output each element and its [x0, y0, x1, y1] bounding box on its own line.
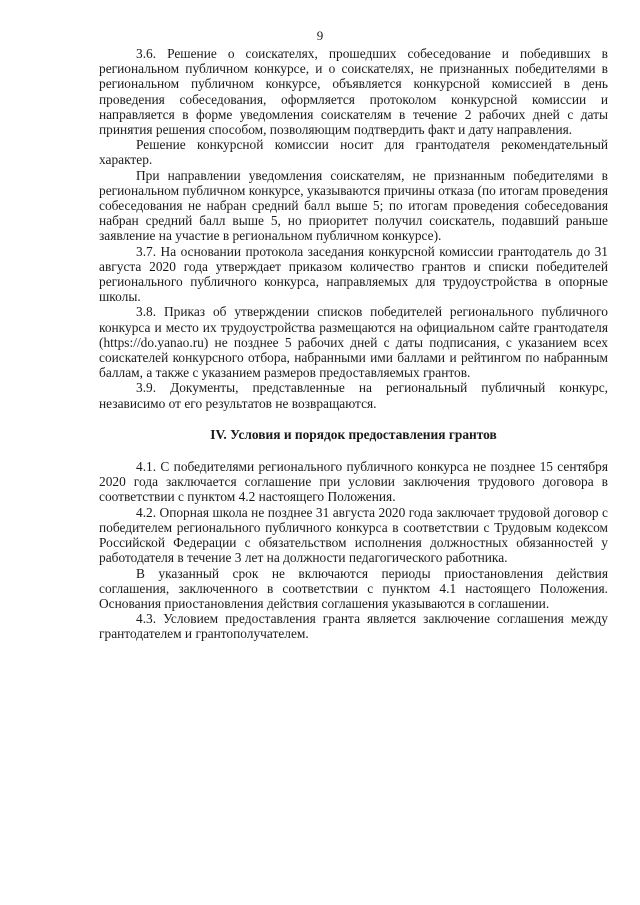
- paragraph-4-1: 4.1. С победителями регионального публичного конкурса не позднее 15 сентября 2020 года заключается соглашение при условии заключения трудового договора в соответствии с пунктом 4.2 настоящего Положения.: [99, 459, 608, 505]
- paragraph-4-2-note: В указанный срок не включаются периоды приостановления действия соглашения, заключенного в соответствии с пунктом 4.1 настоящего Положения. Основания приостановления действия соглашения указываются в соглашении.: [99, 565, 608, 611]
- paragraph-3-6-note: Решение конкурсной комиссии носит для грантодателя рекомендательный характер.: [99, 137, 608, 168]
- section-title: IV. Условия и порядок предоставления грантов: [210, 426, 497, 442]
- document-body: [99, 46, 608, 642]
- paragraph-4-2: 4.2. Опорная школа не позднее 31 августа 2020 года заключает трудовой договор с победителем регионального публичного конкурса в соответствии с Трудовым кодексом Российской Федерации с обязательством исполнения должностных обязанностей у работодателя в течение 3 лет на должности педагогического работника.: [99, 504, 608, 566]
- paragraph-4-3: 4.3. Условием предоставления гранта является заключение соглашения между грантодателем и грантополучателем.: [99, 611, 608, 642]
- paragraph-3-9: 3.9. Документы, представленные на региональный публичный конкурс, независимо от его результатов не возвращаются.: [99, 380, 608, 411]
- paragraph-3-7: 3.7. На основании протокола заседания конкурсной комиссии грантодатель до 31 августа 2020 года утверждает приказом количество грантов и списки победителей регионального публичного конкурса, направляемых для трудоустройства в опорные школы.: [99, 243, 608, 305]
- paragraph-3-8: 3.8. Приказ об утверждении списков победителей регионального публичного конкурса и место их трудоустройства размещаются на официальном сайте грантодателя (https://do.yanao.ru) не позднее 5 рабочих дней с даты подписания, с указанием всех соискателей конкурсного отбора, набранными ими баллами и рейтингом по набранным баллам, а также с указанием размеров предоставляемых грантов.: [99, 304, 608, 381]
- page-number: 9: [316, 28, 324, 43]
- paragraph-3-6: 3.6. Решение о соискателях, прошедших собеседование и победивших в региональном публичном конкурсе, и о соискателях, не признанных победителями в региональном публичном конкурсе, объявляется конкурсной комиссией в день проведения собеседования, оформляется протоколом конкурсной комиссии и направляется в форме уведомления соискателям в течение 2 рабочих дней с даты принятия решения способом, позволяющим подтвердить факт и дату направления.: [99, 46, 608, 138]
- paragraph-3-6-refusal: При направлении уведомления соискателям, не признанным победителями в региональном публичном конкурсе, указываются причины отказа (по итогам проведения собеседования не набран средний балл выше 5; по итогам проведения собеседования набран средний балл выше 5, но приоритет получил соискатель, подавший раньше заявление на участие в региональном публичном конкурсе).: [99, 167, 608, 244]
